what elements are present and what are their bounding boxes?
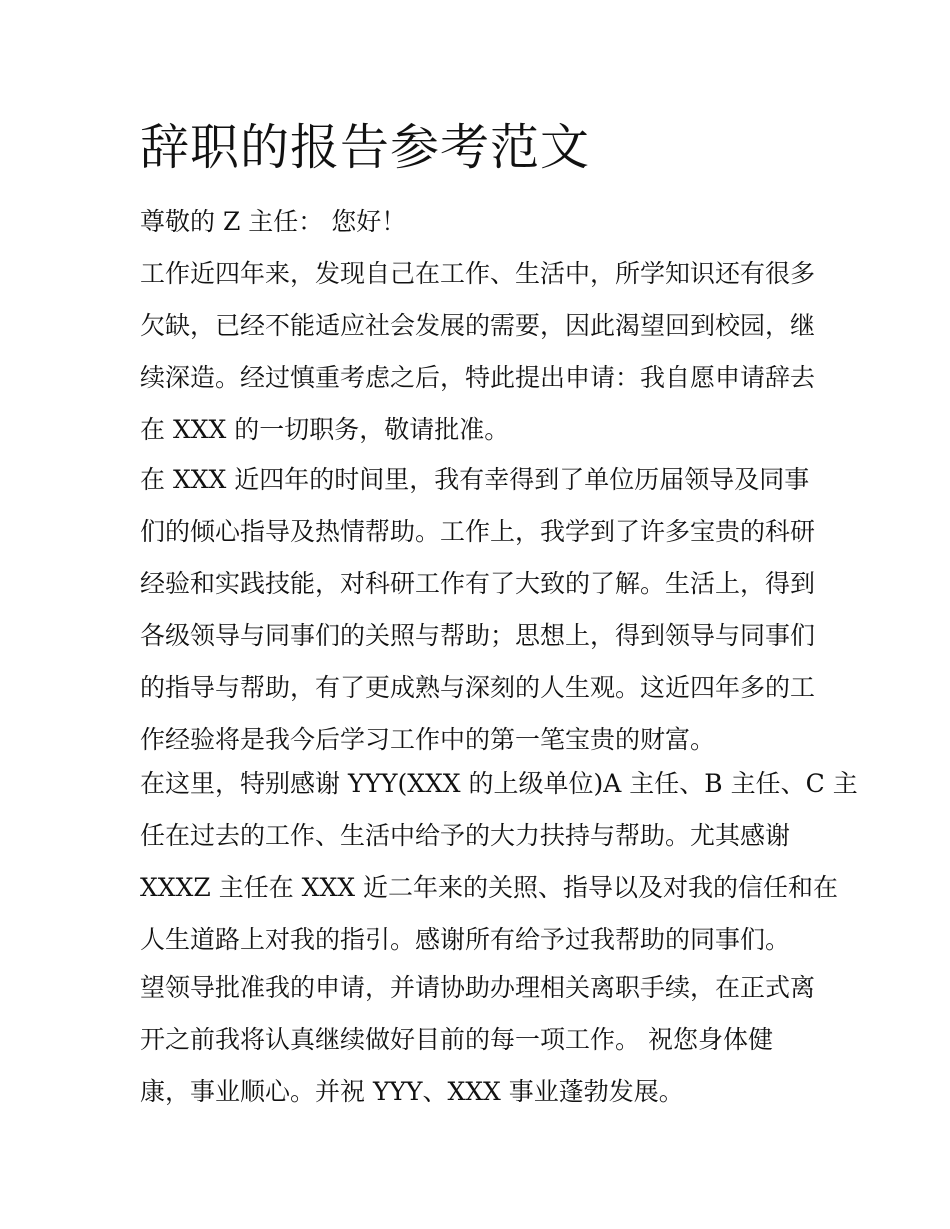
salutation-line: 尊敬的 Z 主任： 您好！ [140,207,407,236]
paragraph-line: 工作近四年来，发现自己在工作、生活中，所学知识还有很多 [140,259,816,288]
document-title: 辞职的报告参考范文 [140,119,591,176]
paragraph-line: 的指导与帮助，有了更成熟与深刻的人生观。这近四年多的工 [140,673,816,702]
paragraph-line: 在 XXX 近四年的时间里，我有幸得到了单位历届领导及同事 [140,465,810,494]
salutation [140,196,820,248]
paragraph-line: 康，事业顺心。并祝 YYY、XXX 事业蓬勃发展。 [140,1077,684,1106]
paragraph-line: 开之前我将认真继续做好目前的每一项工作。 祝您身体健 [140,1025,773,1054]
paragraph-1 [140,248,820,456]
paragraph-line: 作经验将是我今后学习工作中的第一笔宝贵的财富。 [140,725,716,754]
paragraph-2 [140,454,820,766]
paragraph-line: 任在过去的工作、生活中给予的大力扶持与帮助。尤其感谢 [140,821,791,850]
paragraph-4 [140,962,820,1118]
paragraph-line: 在 XXX 的一切职务，敬请批准。 [140,415,510,444]
paragraph-line: 欠缺，已经不能适应社会发展的需要，因此渴望回到校园，继 [140,311,816,340]
paragraph-line: XXXZ 主任在 XXX 近二年来的关照、指导以及对我的信任和在 [140,873,839,902]
paragraph-3 [140,758,858,966]
paragraph-line: 人生道路上对我的指引。感谢所有给予过我帮助的同事们。 [140,925,791,954]
paragraph-line: 望领导批准我的申请，并请协助办理相关离职手续，在正式离 [140,973,816,1002]
paragraph-line: 们的倾心指导及热情帮助。工作上，我学到了许多宝贵的科研 [140,517,816,546]
paragraph-line: 经验和实践技能，对科研工作有了大致的了解。生活上，得到 [140,569,816,598]
paragraph-line: 各级领导与同事们的关照与帮助；思想上，得到领导与同事们 [140,621,816,650]
paragraph-line: 续深造。经过慎重考虑之后，特此提出申请：我自愿申请辞去 [140,363,816,392]
paragraph-line: 在这里，特别感谢 YYY(XXX 的上级单位)A 主任、B 主任、C 主 [140,769,858,798]
